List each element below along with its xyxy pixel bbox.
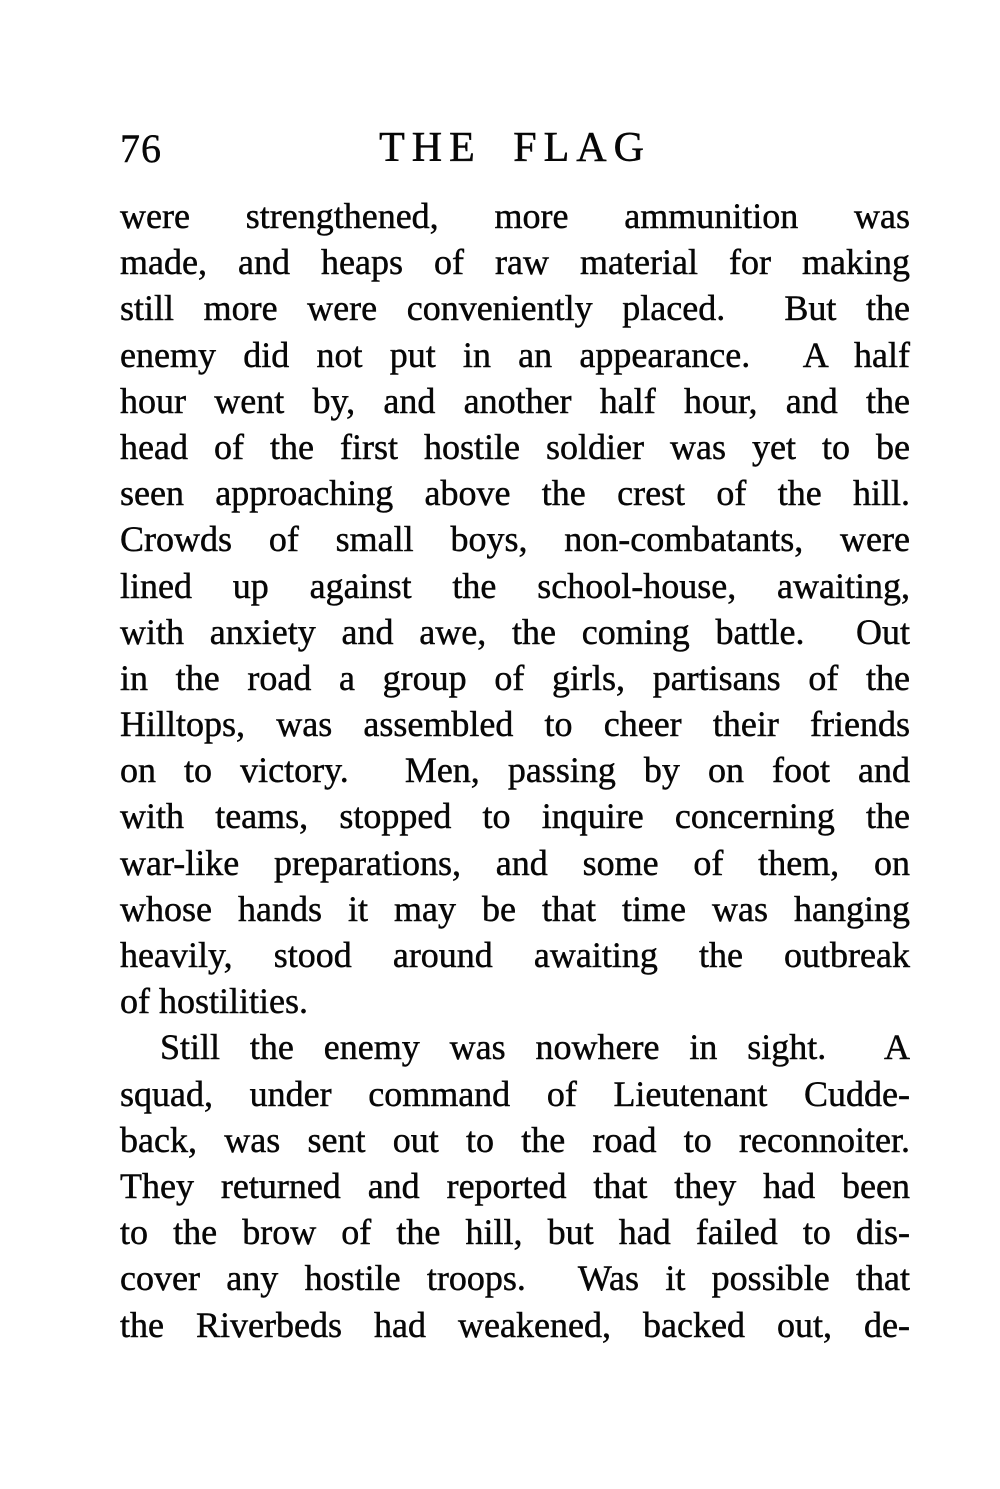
- text-line: still more were conveniently placed. But the: [120, 288, 910, 329]
- text-line: Crowds of small boys, non-combatants, were: [120, 519, 910, 560]
- text-line: the Riverbeds had weakened, backed out, de-: [120, 1304, 910, 1345]
- text-line: Still the enemy was nowhere in sight. A: [160, 1027, 910, 1068]
- text-line: of hostilities.: [120, 981, 308, 1022]
- page-body: [120, 193, 910, 1348]
- text-line: heavily, stood around awaiting the outbreak: [120, 935, 910, 975]
- text-line: They returned and reported that they had been: [120, 1165, 910, 1206]
- text-line: enemy did not put in an appearance. A half: [120, 334, 910, 375]
- text-line: war-like preparations, and some of them, on: [120, 842, 910, 883]
- text-line: cover any hostile troops. Was it possible that: [120, 1258, 910, 1299]
- text-line: with anxiety and awe, the coming battle. Out: [120, 611, 910, 652]
- running-header-title: THE FLAG: [379, 125, 651, 171]
- text-line: head of the first hostile soldier was yet to be: [120, 426, 910, 467]
- text-line: with teams, stopped to inquire concerning the: [120, 796, 910, 837]
- text-line: in the road a group of girls, partisans of the: [120, 657, 910, 698]
- paragraph: [120, 1024, 910, 1347]
- text-line: to the brow of the hill, but had failed to dis-: [120, 1212, 910, 1253]
- text-line: lined up against the school-house, awaiting,: [120, 565, 910, 606]
- text-line: squad, under command of Lieutenant Cudde-: [120, 1073, 910, 1114]
- text-line: back, was sent out to the road to reconnoiter.: [120, 1119, 910, 1160]
- text-line: made, and heaps of raw material for making: [120, 242, 910, 283]
- text-line: Hilltops, was assembled to cheer their friends: [120, 704, 910, 745]
- text-line: were strengthened, more ammunition was: [120, 196, 910, 236]
- text-line: hour went by, and another half hour, and the: [120, 380, 910, 421]
- paragraph: [120, 193, 910, 1024]
- text-line: whose hands it may be that time was hanging: [120, 888, 910, 929]
- page-number: 76: [120, 126, 162, 171]
- text-line: on to victory. Men, passing by on foot and: [120, 750, 910, 791]
- text-line: seen approaching above the crest of the hill.: [120, 473, 910, 514]
